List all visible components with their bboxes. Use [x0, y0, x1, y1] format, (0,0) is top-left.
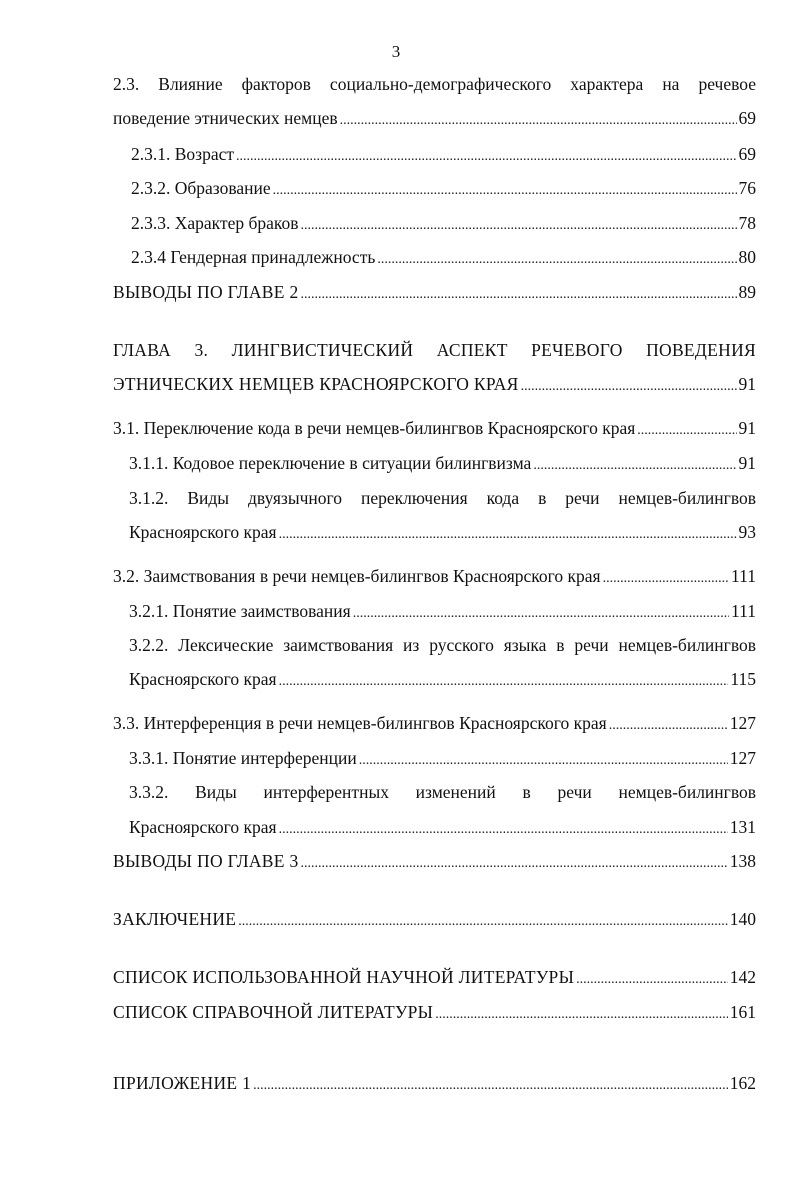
toc-entry-3-2[interactable]	[113, 565, 756, 590]
toc-entry-3-1-1[interactable]	[129, 452, 756, 477]
toc-page: 78	[738, 213, 756, 233]
toc-title: 3.3. Интерференция в речи немцев-билингвов Красноярского края	[113, 713, 607, 733]
toc-entry-2-3-line1: 2.3. Влияние факторов социально-демографического характера на речевое	[113, 74, 756, 94]
toc-entry-3-1-2-line1: 3.1.2. Виды двуязычного переключения кода в речи немцев-билингвов	[129, 488, 756, 508]
toc-entry-reference-literature[interactable]	[113, 1001, 756, 1026]
toc-entry-2-3[interactable]	[113, 107, 756, 132]
leader-dots	[609, 715, 728, 737]
toc-page: 111	[731, 566, 756, 586]
leader-dots	[435, 1004, 728, 1026]
leader-dots	[533, 455, 736, 477]
leader-dots	[253, 1075, 728, 1097]
toc-entry-2-3-2[interactable]	[131, 177, 756, 202]
toc-page: 91	[738, 418, 756, 438]
toc-entry-2-3-1[interactable]	[131, 143, 756, 168]
toc-title: СПИСОК СПРАВОЧНОЙ ЛИТЕРАТУРЫ	[113, 1002, 434, 1022]
leader-dots	[377, 249, 736, 271]
toc-entry-chapter-3-line1: ГЛАВА 3. ЛИНГВИСТИЧЕСКИЙ АСПЕКТ РЕЧЕВОГО ПОВЕДЕНИЯ	[113, 340, 756, 360]
toc-title: 2.3.4 Гендерная принадлежность	[131, 247, 376, 267]
toc-title: поведение этнических немцев	[113, 108, 338, 128]
leader-dots	[301, 284, 737, 306]
toc-entry-chapter-3[interactable]	[113, 373, 756, 398]
toc-entry-2-3-4[interactable]	[131, 246, 756, 271]
toc-title: 3.2. Заимствования в речи немцев-билингвов Красноярского края	[113, 566, 601, 586]
toc-page: 80	[738, 247, 756, 267]
toc-title: 3.1.1. Кодовое переключение в ситуации билингвизма	[129, 453, 532, 473]
leader-dots	[521, 376, 737, 398]
leader-dots	[603, 568, 729, 590]
toc-page: 127	[729, 713, 756, 733]
toc-entry-conclusions-ch3[interactable]	[113, 850, 756, 875]
leader-dots	[279, 819, 728, 841]
toc-page: 111	[731, 601, 756, 621]
toc-title: ВЫВОДЫ ПО ГЛАВЕ 2	[113, 282, 299, 302]
toc-title: 3.3.1. Понятие интерференции	[129, 748, 357, 768]
page-number: 3	[391, 42, 401, 61]
leader-dots	[238, 911, 727, 933]
toc-title: ЗАКЛЮЧЕНИЕ	[113, 909, 237, 929]
toc-page: 91	[738, 453, 756, 473]
toc-page: 161	[729, 1002, 756, 1022]
toc-page: 69	[738, 144, 756, 164]
leader-dots	[236, 146, 736, 168]
toc-page: 140	[729, 909, 756, 929]
leader-dots	[279, 671, 729, 693]
leader-dots	[576, 969, 728, 991]
toc-entry-3-1[interactable]	[113, 417, 756, 442]
toc-entry-appendix-1[interactable]	[113, 1072, 756, 1097]
toc-entry-3-3-2-line1: 3.3.2. Виды интерферентных изменений в речи немцев-билингвов	[129, 782, 756, 802]
toc-entry-3-2-1[interactable]	[129, 600, 756, 625]
toc-entry-2-3-3[interactable]	[131, 212, 756, 237]
toc-page: 115	[730, 669, 756, 689]
toc-title: ЭТНИЧЕСКИХ НЕМЦЕВ КРАСНОЯРСКОГО КРАЯ	[113, 374, 519, 394]
toc-page: 142	[729, 967, 756, 987]
toc-title: 3.2.1. Понятие заимствования	[129, 601, 351, 621]
toc-page: 69	[738, 108, 756, 128]
toc-page: 162	[729, 1073, 756, 1093]
toc-title: Красноярского края	[129, 817, 277, 837]
leader-dots	[353, 603, 729, 625]
toc-page: 138	[729, 851, 756, 871]
toc-page: 89	[738, 282, 756, 302]
toc-title: Красноярского края	[129, 669, 277, 689]
toc-title: Красноярского края	[129, 522, 277, 542]
leader-dots	[301, 853, 728, 875]
toc-title: 2.3.1. Возраст	[131, 144, 235, 164]
toc-page: 127	[729, 748, 756, 768]
leader-dots	[359, 750, 728, 772]
leader-dots	[273, 180, 737, 202]
toc-title: 3.1. Переключение кода в речи немцев-билингвов Красноярского края	[113, 418, 636, 438]
toc-title: СПИСОК ИСПОЛЬЗОВАННОЙ НАУЧНОЙ ЛИТЕРАТУРЫ	[113, 967, 575, 987]
toc-entry-3-2-2[interactable]	[129, 668, 756, 693]
toc-page: 131	[729, 817, 756, 837]
toc-entry-3-3[interactable]	[113, 712, 756, 737]
toc-title: ВЫВОДЫ ПО ГЛАВЕ 3	[113, 851, 299, 871]
toc-title: 2.3.2. Образование	[131, 178, 271, 198]
toc-entry-conclusion[interactable]	[113, 908, 756, 933]
toc-entry-scientific-literature[interactable]	[113, 966, 756, 991]
toc-title: ПРИЛОЖЕНИЕ 1	[113, 1073, 252, 1093]
toc-page: 76	[738, 178, 756, 198]
toc-entry-3-2-2-line1: 3.2.2. Лексические заимствования из русского языка в речи немцев-билингвов	[129, 635, 756, 655]
leader-dots	[279, 524, 737, 546]
leader-dots	[637, 420, 736, 442]
toc-entry-3-3-1[interactable]	[129, 747, 756, 772]
leader-dots	[301, 215, 737, 237]
toc-page: 93	[738, 522, 756, 542]
toc-entry-3-1-2[interactable]	[129, 521, 756, 546]
leader-dots	[340, 110, 737, 132]
toc-entry-3-3-2[interactable]	[129, 816, 756, 841]
toc-page: 91	[738, 374, 756, 394]
toc-title: 2.3.3. Характер браков	[131, 213, 299, 233]
toc-entry-conclusions-ch2[interactable]	[113, 281, 756, 306]
